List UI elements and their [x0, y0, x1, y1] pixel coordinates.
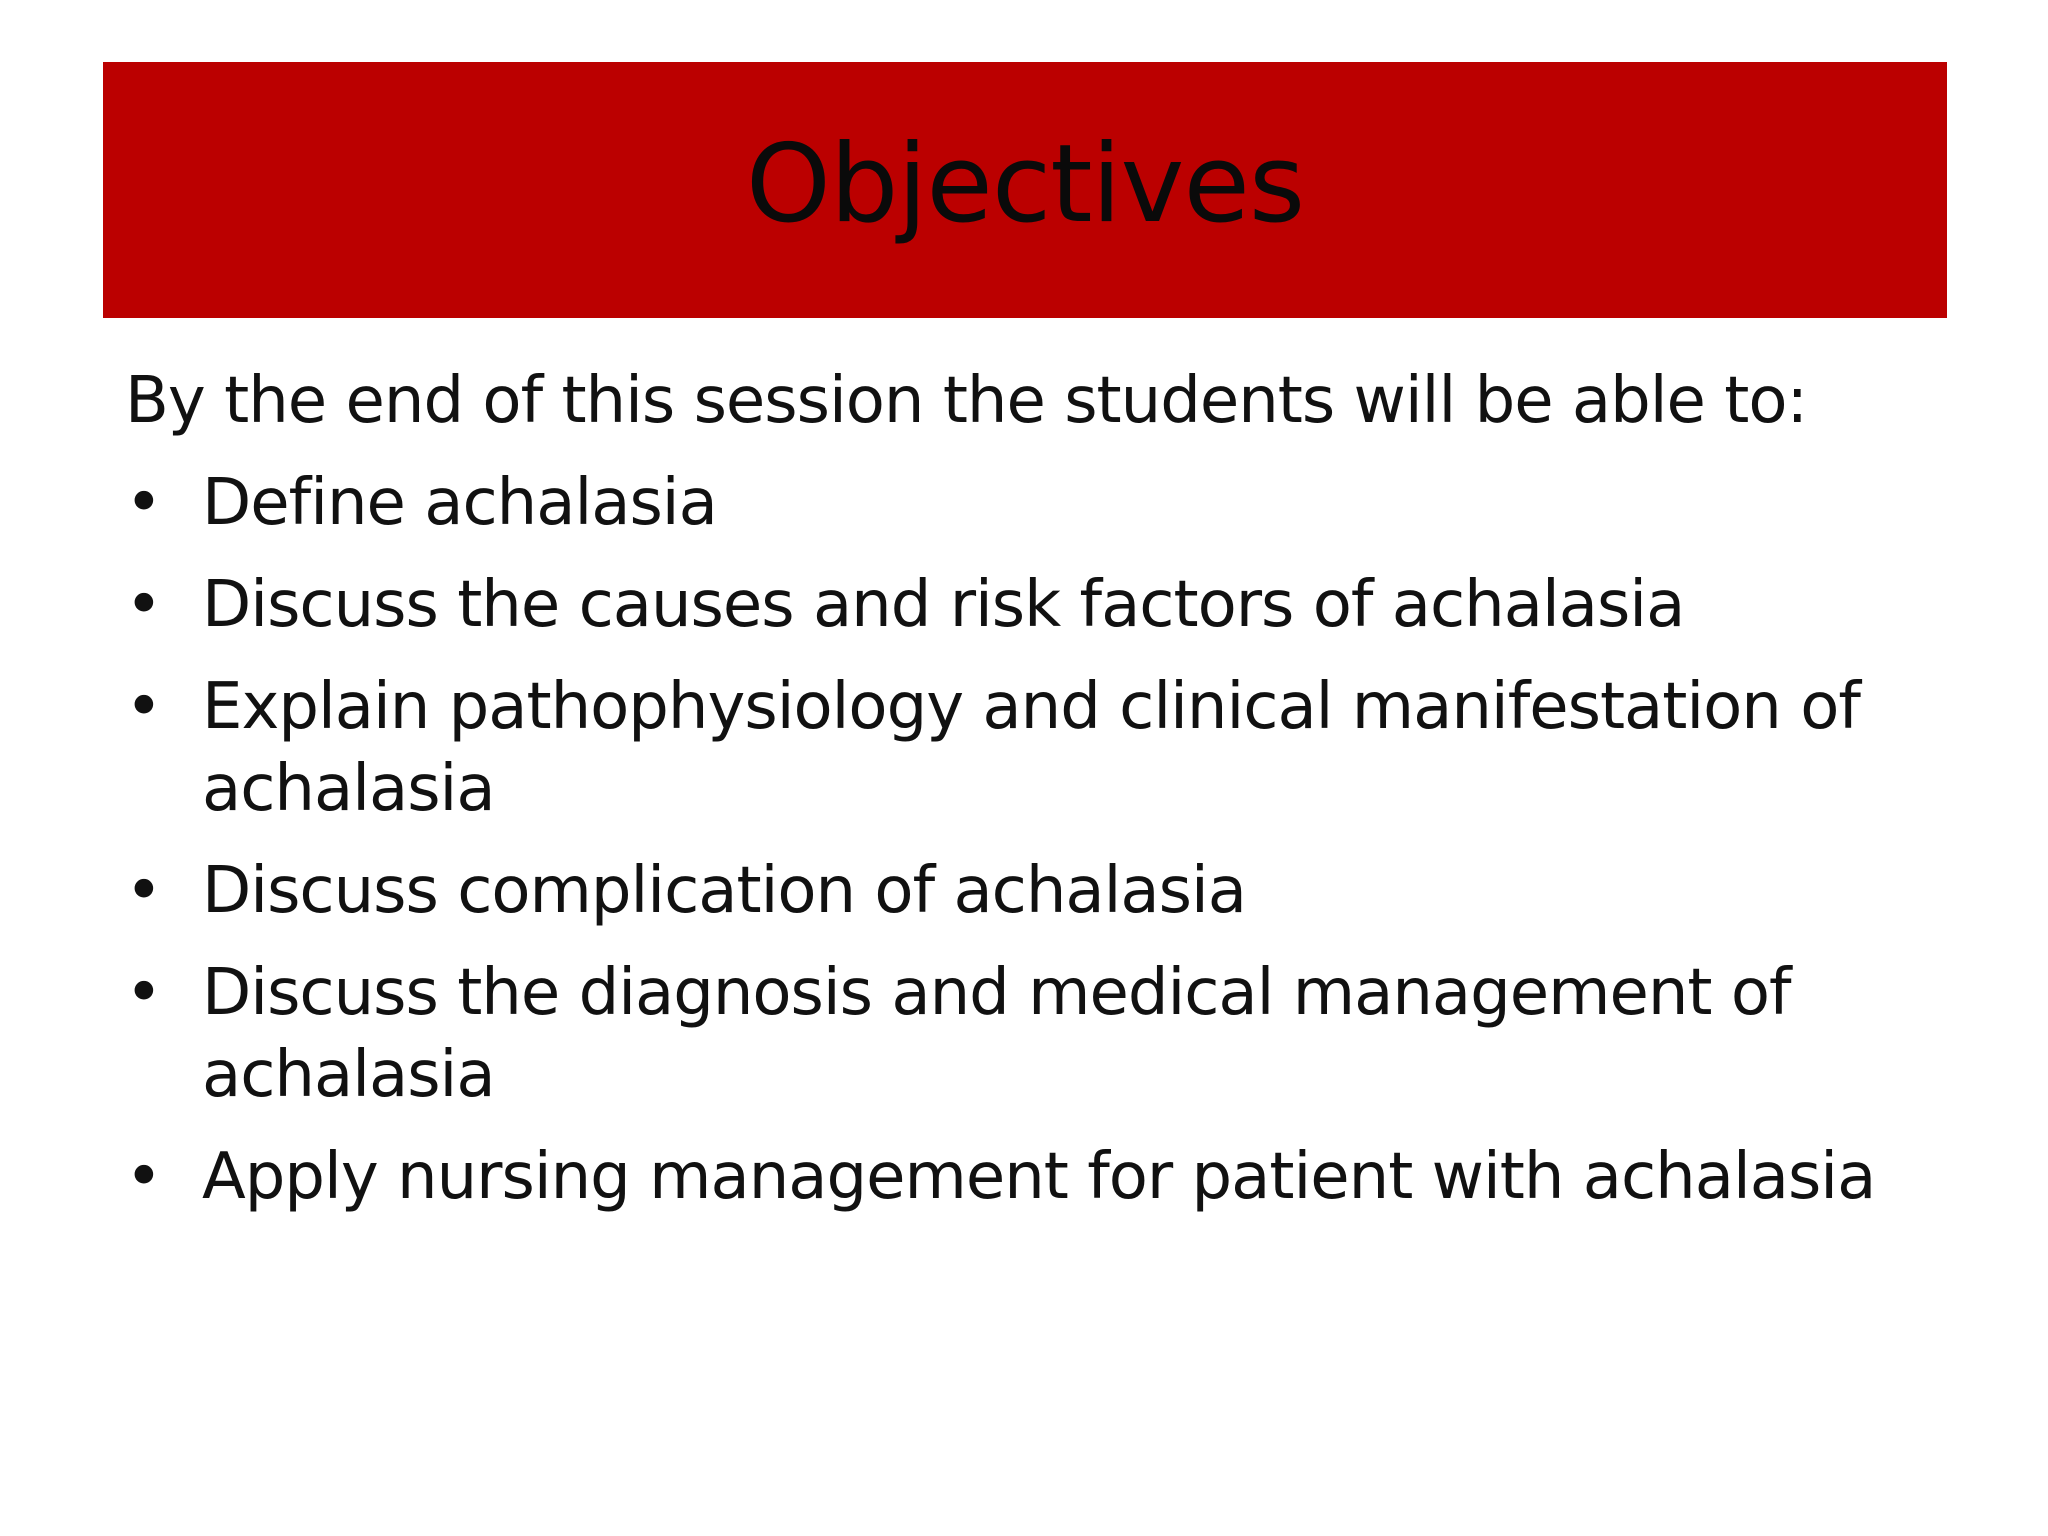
list-item — [125, 1136, 1925, 1218]
objective-text: Apply nursing management for patient with achalasia — [202, 1140, 1876, 1214]
title-band — [103, 62, 1947, 318]
bullet-icon: • — [125, 956, 162, 1030]
list-item — [125, 952, 1925, 1116]
list-item — [125, 666, 1925, 830]
bullet-icon: • — [125, 568, 162, 642]
objective-text: Discuss complication of achalasia — [202, 854, 1246, 928]
slide-body — [125, 360, 1925, 1238]
bullet-icon: • — [125, 854, 162, 928]
bullet-icon: • — [125, 1140, 162, 1214]
list-item — [125, 462, 1925, 544]
objective-text: Define achalasia — [202, 466, 717, 540]
bullet-icon: • — [125, 670, 162, 744]
objective-text: Explain pathophysiology and clinical manifestation of achalasia — [202, 670, 1860, 826]
bullet-icon: • — [125, 466, 162, 540]
objectives-list — [125, 462, 1925, 1218]
list-item — [125, 564, 1925, 646]
intro-text: By the end of this session the students will be able to: — [125, 364, 1808, 438]
objective-text: Discuss the causes and risk factors of achalasia — [202, 568, 1685, 642]
list-item — [125, 850, 1925, 932]
slide-title: Objectives — [745, 122, 1305, 247]
objective-text: Discuss the diagnosis and medical management of achalasia — [202, 956, 1791, 1112]
